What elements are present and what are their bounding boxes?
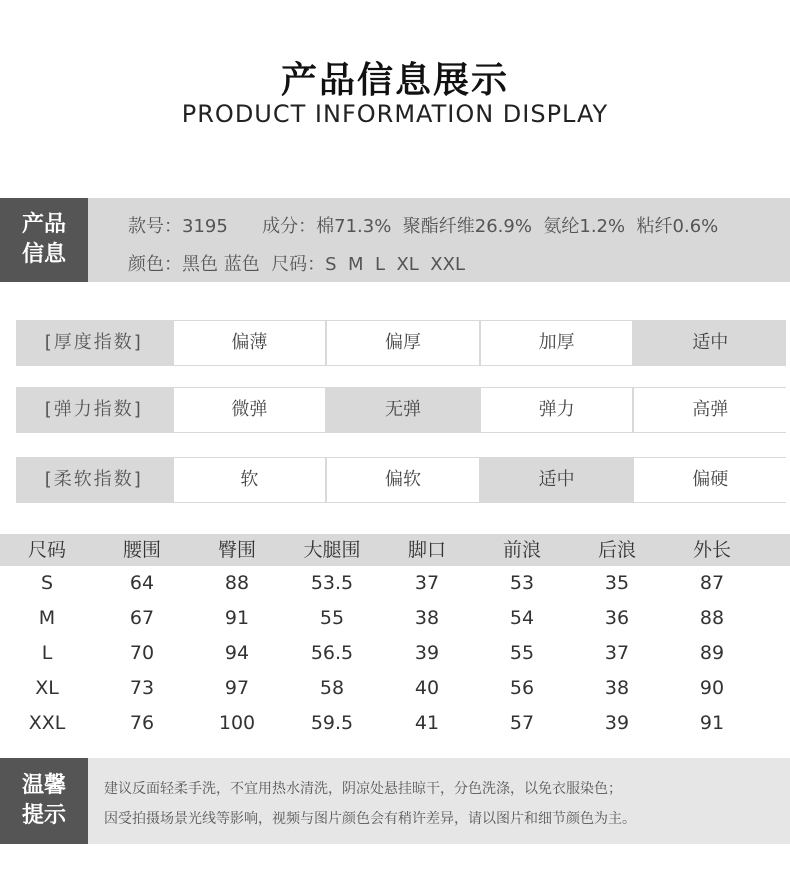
index-option: 无弹 [327, 388, 479, 432]
product-info-label-line2: 信息 [21, 242, 66, 267]
index-option: 偏薄 [174, 321, 326, 365]
size-cell: 91 [699, 712, 725, 734]
size-cell: 41 [414, 712, 440, 734]
size-cell: 55 [509, 642, 535, 664]
index-option: 弹力 [481, 388, 633, 432]
size-cell: 94 [224, 642, 250, 664]
size-cell: 39 [414, 642, 440, 664]
size-table-header [0, 534, 790, 566]
size-cell: 88 [699, 607, 725, 629]
tips-label [0, 758, 88, 844]
index-option: 偏硬 [634, 458, 786, 502]
size-cell: 37 [414, 572, 440, 594]
tips-label-line1: 温馨 [21, 773, 66, 798]
product-spec-line: 款号：3195 成分：棉71.3% 聚酯纤维26.9% 氨纶1.2% 粘纤0.6% [128, 216, 719, 237]
size-cell: 70 [129, 642, 155, 664]
page-title: 产品信息展示 [280, 60, 509, 101]
size-cell: 54 [509, 607, 535, 629]
size-cell: 40 [414, 677, 440, 699]
size-header-cell: 后浪 [597, 539, 636, 561]
index-option: 偏软 [327, 458, 479, 502]
size-cell: 90 [699, 677, 725, 699]
size-cell: XXL [28, 712, 66, 734]
size-cell: 88 [224, 572, 250, 594]
size-cell: 53.5 [310, 572, 354, 594]
size-cell: 91 [224, 607, 250, 629]
size-cell: 55 [319, 607, 345, 629]
size-cell: 56.5 [310, 642, 354, 664]
tip-washing: 建议反面轻柔手洗，不宜用热水清洗，阴凉处悬挂晾干，分色洗涤，以免衣服染色； [104, 781, 622, 797]
size-header-cell: 外长 [692, 539, 731, 561]
size-cell: 58 [319, 677, 345, 699]
product-color-size-line: 颜色：黑色 蓝色 尺码：S M L XL XXL [128, 254, 465, 275]
table-row [0, 672, 790, 704]
size-header-cell: 前浪 [502, 539, 541, 561]
size-cell: 64 [129, 572, 155, 594]
size-cell: 76 [129, 712, 155, 734]
product-info-label-line1: 产品 [21, 212, 66, 237]
index-option: 偏厚 [327, 321, 479, 365]
size-cell: 73 [129, 677, 155, 699]
size-header-cell: 脚口 [407, 539, 446, 561]
size-cell: S [40, 572, 54, 594]
size-header-cell: 臀围 [217, 539, 256, 561]
table-row [0, 602, 790, 634]
size-cell: L [41, 642, 53, 664]
index-row [16, 457, 786, 503]
index-option: 加厚 [481, 321, 633, 365]
tips-label-line2: 提示 [21, 803, 66, 828]
size-cell: 53 [509, 572, 535, 594]
size-cell: 38 [414, 607, 440, 629]
size-cell: M [38, 607, 56, 629]
size-header-cell: 大腿围 [303, 539, 361, 561]
table-row [0, 567, 790, 599]
size-cell: 59.5 [310, 712, 354, 734]
tip-color: 因受拍摄场景光线等影响，视频与图片颜色会有稍许差异，请以图片和细节颜色为主。 [104, 811, 636, 827]
table-row [0, 707, 790, 739]
index-option: 高弹 [634, 388, 786, 432]
tips-band [0, 758, 790, 844]
index-row [16, 320, 786, 366]
size-cell: 38 [604, 677, 630, 699]
size-cell: 89 [699, 642, 725, 664]
size-cell: 36 [604, 607, 630, 629]
size-cell: 39 [604, 712, 630, 734]
size-cell: 67 [129, 607, 155, 629]
size-cell: 37 [604, 642, 630, 664]
index-label: [厚度指数] [44, 332, 143, 353]
index-option: 适中 [481, 458, 633, 502]
size-cell: 97 [224, 677, 250, 699]
index-label: [柔软指数] [44, 469, 143, 490]
size-cell: XL [35, 677, 59, 699]
page-subtitle: PRODUCT INFORMATION DISPLAY [181, 100, 609, 128]
index-option: 微弹 [174, 388, 326, 432]
index-row [16, 387, 786, 433]
size-cell: 35 [604, 572, 630, 594]
size-header-cell: 腰围 [122, 539, 161, 561]
size-cell: 56 [509, 677, 535, 699]
table-row [0, 637, 790, 669]
size-cell: 57 [509, 712, 535, 734]
index-option: 适中 [634, 321, 786, 365]
index-label: [弹力指数] [44, 399, 143, 420]
size-cell: 100 [218, 712, 256, 734]
size-cell: 87 [699, 572, 725, 594]
product-info-label [0, 198, 88, 282]
size-header-cell: 尺码 [27, 539, 66, 561]
index-option: 软 [174, 458, 326, 502]
